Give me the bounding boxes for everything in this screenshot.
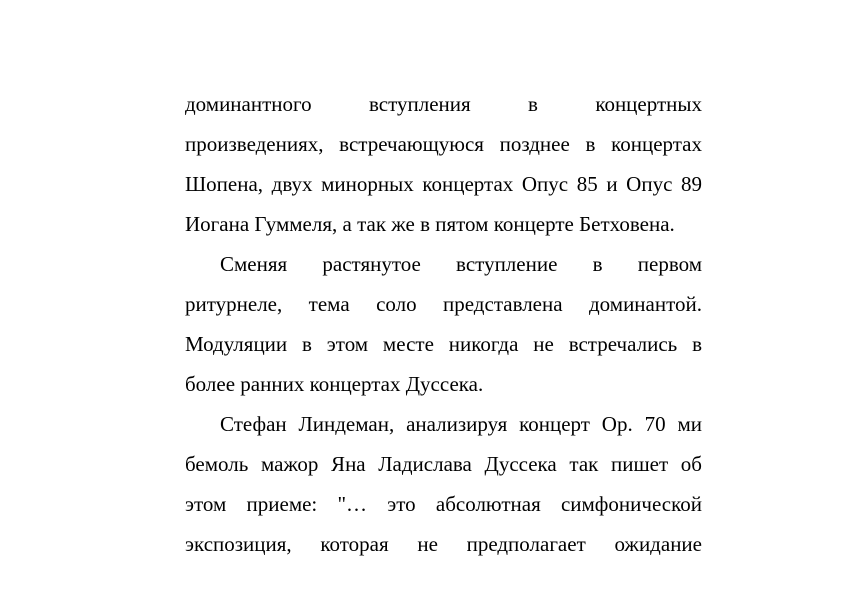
body-text (185, 84, 702, 564)
text-line-4: Иогана Гуммеля, а так же в пятом концерте Бетховена. (185, 212, 675, 236)
text-line-1: доминантного вступления в концертных (185, 92, 702, 116)
text-line-12: экспозиция, которая не предполагает ожидание (185, 532, 702, 556)
text-line-6: ритурнеле, тема соло представлена доминантой. (185, 292, 702, 316)
text-line-11: этом приеме: "… это абсолютная симфонической (185, 492, 702, 516)
text-line-9: Стефан Линдеман, анализируя концерт Op. 70 ми (220, 412, 702, 436)
text-line-3: Шопена, двух минорных концертах Опус 85 и Опус 89 (185, 172, 702, 196)
text-line-7: Модуляции в этом месте никогда не встречались в (185, 332, 702, 356)
text-line-5: Сменяя растянутое вступление в первом (220, 252, 702, 276)
text-line-10: бемоль мажор Яна Ладислава Дуссека так пишет об (185, 452, 702, 476)
text-line-2: произведениях, встречающуюся позднее в концертах (185, 132, 702, 156)
text-line-8: более ранних концертах Дуссека. (185, 372, 484, 396)
